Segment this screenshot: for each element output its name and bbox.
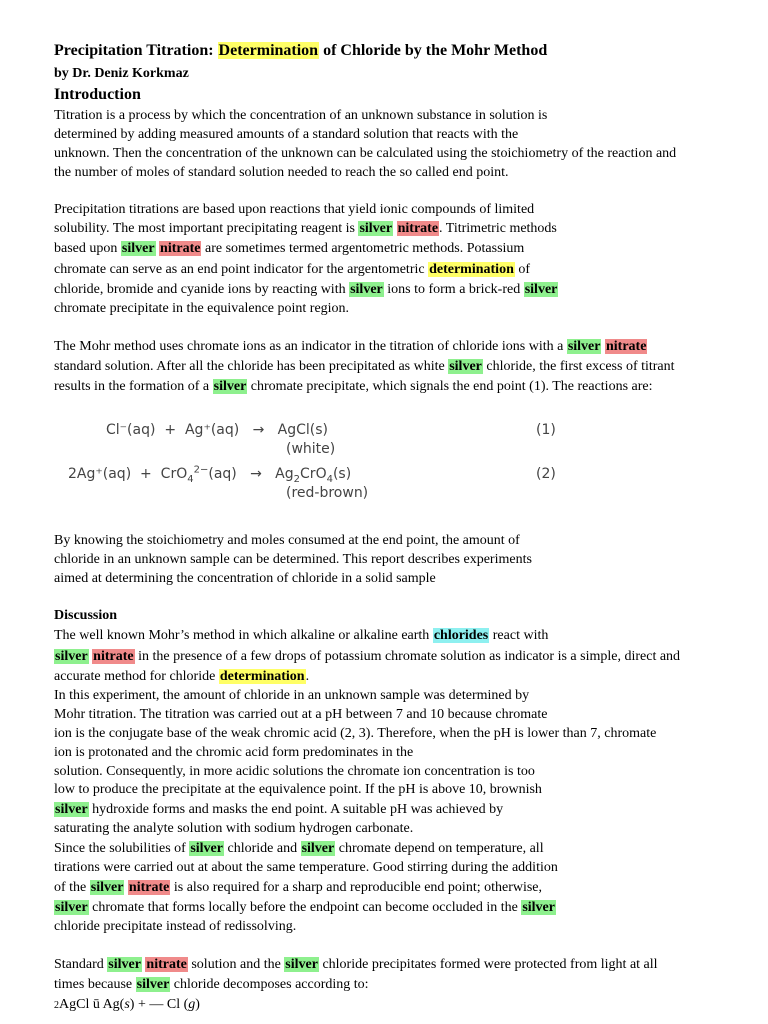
- text-run: .: [305, 669, 310, 684]
- reaction-note-2: (red-brown): [286, 485, 369, 501]
- keyword-highlight: Determination: [218, 42, 319, 59]
- text-run: in the presence of a few drops of potassium chromate solution as indicator is a simple, direct and: [134, 649, 681, 664]
- paragraph-line: chloride precipitate instead of redissolving.: [54, 919, 297, 934]
- keyword-highlight: silver: [350, 282, 383, 297]
- keyword-highlight: silver: [449, 359, 482, 374]
- text-run: react with: [489, 628, 549, 643]
- keyword-highlight: silver: [285, 957, 318, 972]
- paragraph-line: the number of moles of standard solution needed to reach the so called end point.: [54, 165, 509, 180]
- paragraph-line: chromate precipitate in the equivalence point region.: [54, 301, 350, 316]
- text-run: is also required for a sharp and reproducible end point; otherwise,: [170, 880, 543, 895]
- paragraph-line: determined by adding measured amounts of a standard solution that reacts with the: [54, 127, 519, 142]
- reaction-note-1: (white): [286, 441, 336, 457]
- text-run: chromate that forms locally before the endpoint can become occluded in the: [88, 900, 522, 915]
- paragraph-line: [54, 261, 530, 279]
- text-run: The Mohr method uses chromate ions as an indicator in the titration of chloride ions with a: [54, 339, 567, 354]
- eq-text: (aq) → Ag: [208, 466, 294, 482]
- text-run: chloride decomposes according to:: [170, 977, 369, 992]
- text-run: solution and the: [187, 957, 285, 972]
- paragraph-line: saturating the analyte solution with sodium hydrogen carbonate.: [54, 821, 414, 836]
- keyword-highlight: silver: [121, 241, 155, 256]
- text-run: chloride precipitates formed were protected from light at all: [318, 957, 658, 972]
- introduction-heading: Introduction: [54, 86, 141, 103]
- equation-number-1: (1): [536, 422, 556, 438]
- keyword-highlight: silver: [55, 649, 88, 664]
- paragraph-line: [54, 281, 558, 299]
- keyword-highlight: silver: [524, 282, 558, 297]
- paragraph-line: solution. Consequently, in more acidic solutions the chromate ion concentration is too: [54, 764, 535, 779]
- paragraph-line: unknown. Then the concentration of the unknown can be calculated using the stoichiometry of the reaction and: [54, 146, 677, 161]
- paragraph-line: chloride in an unknown sample can be determined. This report describes experiments: [54, 552, 532, 567]
- text-run: 2: [54, 1000, 59, 1011]
- keyword-highlight: determination: [219, 669, 305, 684]
- paragraph-line: tirations were carried out at about the same temperature. Good stirring during the addition: [54, 860, 558, 875]
- keyword-highlight: nitrate: [397, 221, 439, 236]
- keyword-highlight: nitrate: [605, 339, 647, 354]
- keyword-highlight: nitrate: [160, 241, 201, 256]
- text-run: . Titrimetric methods: [439, 221, 557, 236]
- paragraph-line: [54, 240, 524, 258]
- document-title: [54, 42, 547, 60]
- text-run: standard solution. After all the chloride has been precipitated as white: [54, 359, 449, 374]
- paragraph-line: [54, 220, 557, 238]
- text-run: chromate can serve as an end point indicator for the argentometric: [54, 262, 429, 277]
- paragraph-line: In this experiment, the amount of chloride in an unknown sample was determined by: [54, 688, 530, 703]
- eq-text: 2Ag⁺(aq) + CrO: [68, 466, 188, 482]
- keyword-highlight: silver: [359, 221, 393, 236]
- text-run: results in the formation of a: [54, 379, 213, 394]
- paragraph-line: [54, 879, 542, 897]
- text-run: solubility. The most important precipitating reagent is: [54, 221, 359, 236]
- text-run: of: [514, 262, 531, 277]
- keyword-highlight: silver: [55, 802, 88, 817]
- text-run: The well known Mohr’s method in which alkaline or alkaline earth: [54, 628, 433, 643]
- paragraph-line: [54, 358, 675, 376]
- paragraph-line: Titration is a process by which the concentration of an unknown substance in solution is: [54, 108, 548, 123]
- text-run: AgCl ū Ag(: [59, 997, 125, 1012]
- eq-text: (s): [332, 466, 352, 482]
- paragraph-line: [54, 801, 503, 819]
- keyword-highlight: silver: [108, 957, 141, 972]
- text-run: ) + — Cl (: [129, 997, 189, 1012]
- keyword-highlight: nitrate: [128, 880, 170, 895]
- text-run: Standard: [54, 957, 108, 972]
- text-run: s: [124, 997, 130, 1012]
- paragraph-line: By knowing the stoichiometry and moles consumed at the end point, the amount of: [54, 533, 520, 548]
- keyword-highlight: nitrate: [93, 649, 134, 664]
- text-run: ions to form a brick-red: [383, 282, 524, 297]
- text-run: of the: [54, 880, 90, 895]
- text-run: accurate method for chloride: [54, 669, 219, 684]
- paragraph-line: [54, 338, 647, 356]
- keyword-highlight: silver: [190, 841, 223, 856]
- paragraph-line: ion is protonated and the chromic acid form predominates in the: [54, 745, 414, 760]
- discussion-heading: Discussion: [54, 608, 118, 623]
- text-run: based upon: [54, 241, 121, 256]
- text-run: times because: [54, 977, 136, 992]
- text-run: hydroxide forms and masks the end point. A suitable pH was achieved by: [88, 802, 504, 817]
- author-line: by Dr. Deniz Korkmaz: [54, 66, 189, 81]
- paragraph-line: Precipitation titrations are based upon reactions that yield ionic compounds of limited: [54, 202, 535, 217]
- text-run: chromate precipitate, which signals the end point (1). The reactions are:: [247, 379, 653, 394]
- paragraph-line: [54, 956, 658, 974]
- text-run: chromate depend on temperature, all: [335, 841, 544, 856]
- paragraph-line: low to produce the precipitate at the equivalence point. If the pH is above 10, brownish: [54, 782, 542, 797]
- eq-subscript: 4: [187, 473, 194, 485]
- eq-text: CrO: [300, 466, 327, 482]
- reaction-equation-1: Cl⁻(aq) + Ag⁺(aq) → AgCl(s): [106, 422, 328, 438]
- keyword-highlight: silver: [522, 900, 555, 915]
- title-text: Precipitation Titration:: [54, 42, 218, 59]
- keyword-highlight: silver: [567, 339, 601, 354]
- paragraph-line: ion is the conjugate base of the weak chromic acid (2, 3). Therefore, when the pH is lower than 7, chromate: [54, 726, 657, 741]
- keyword-highlight: silver: [136, 977, 170, 992]
- equation-number-2: (2): [536, 466, 556, 482]
- decomposition-equation: [54, 996, 200, 1015]
- paragraph-line: [54, 648, 680, 666]
- eq-subscript: 2: [293, 473, 301, 485]
- text-run: are sometimes termed argentometric methods. Potassium: [201, 241, 525, 256]
- keyword-highlight: silver: [213, 379, 247, 394]
- eq-superscript: 2−: [193, 464, 209, 476]
- text-run: chloride and: [223, 841, 301, 856]
- keyword-highlight: chlorides: [433, 628, 489, 643]
- keyword-highlight: silver: [90, 880, 124, 895]
- paragraph-line: [54, 976, 369, 994]
- paragraph-line: [54, 668, 309, 686]
- keyword-highlight: silver: [301, 841, 335, 856]
- text-run: ): [195, 997, 200, 1012]
- keyword-highlight: silver: [55, 900, 88, 915]
- text-run: g: [188, 997, 196, 1012]
- paragraph-line: [54, 899, 556, 917]
- text-run: chloride, bromide and cyanide ions by reacting with: [54, 282, 350, 297]
- reaction-equation-2: [68, 464, 352, 485]
- keyword-highlight: nitrate: [146, 957, 187, 972]
- paragraph-line: [54, 627, 548, 645]
- paragraph-line: Mohr titration. The titration was carried out at a pH between 7 and 10 because chromate: [54, 707, 548, 722]
- text-run: chloride, the first excess of titrant: [482, 359, 675, 374]
- paragraph-line: aimed at determining the concentration of chloride in a solid sample: [54, 571, 436, 586]
- paragraph-line: [54, 840, 544, 858]
- eq-subscript: 4: [326, 473, 333, 485]
- paragraph-line: [54, 378, 653, 396]
- text-run: Since the solubilities of: [54, 841, 190, 856]
- title-text: of Chloride by the Mohr Method: [319, 42, 548, 59]
- keyword-highlight: determination: [429, 262, 514, 277]
